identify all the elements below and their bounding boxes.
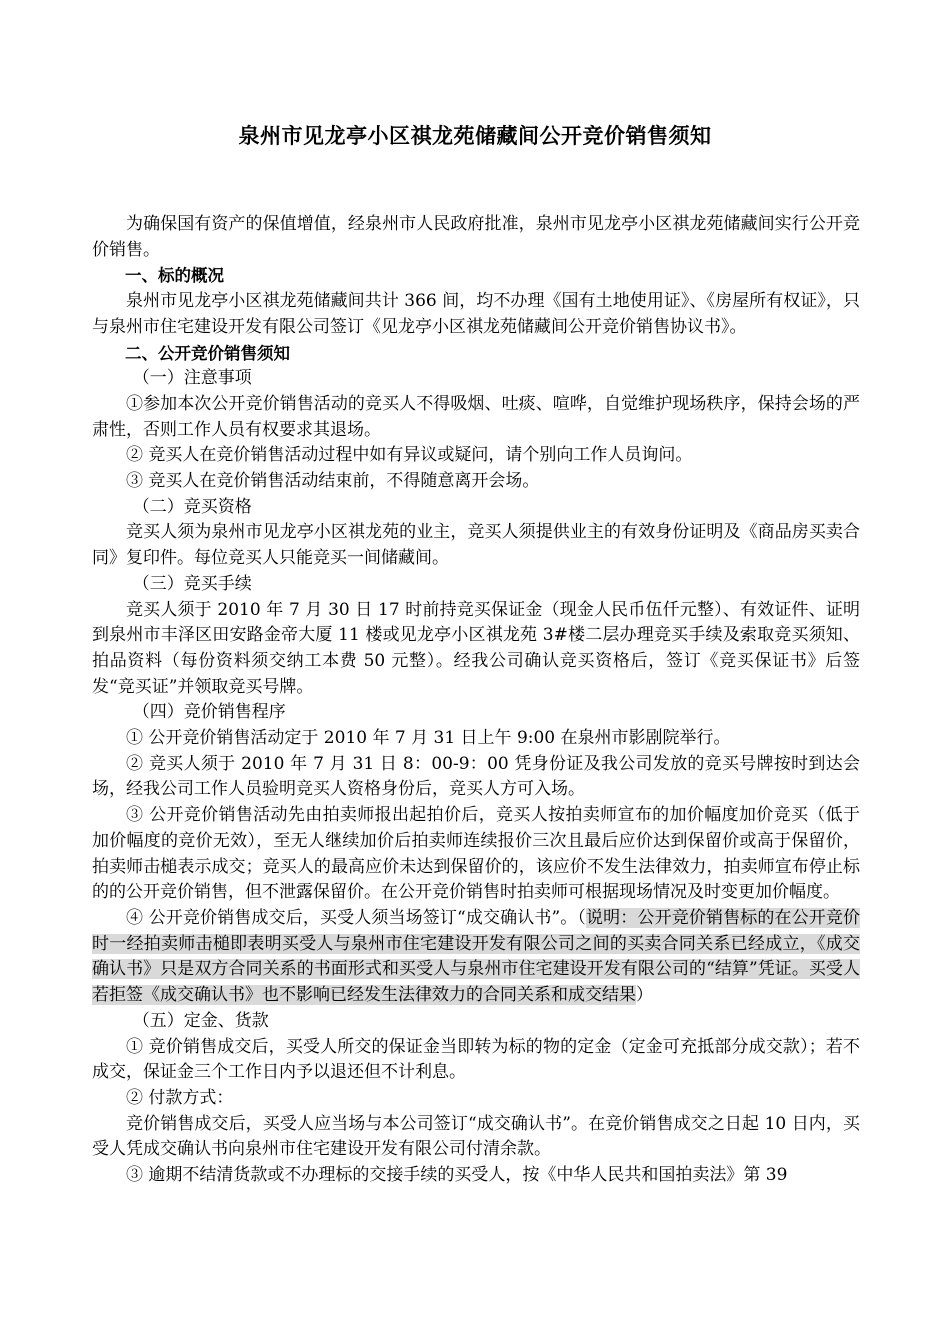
- paragraph-deposit-1: ① 竞价销售成交后，买受人所交的保证金当即转为标的物的定金（定金可充抵部分成交款）；若不成交，保证金三个工作日内予以退还但不计利息。: [92, 1036, 860, 1083]
- paragraph-overview: 泉州市见龙亭小区祺龙苑储藏间共计 366 间，均不办理《国有土地使用证》、《房屋所有权证》，只与泉州市住宅建设开发有限公司签订《见龙亭小区祺龙苑储藏间公开竞价销售协议书》。: [92, 291, 860, 337]
- process-4-lead: ④ 公开竞价销售成交后，买受人须当场签订“成交确认书”。（: [126, 907, 587, 928]
- paragraph-note-2: ② 竞买人在竞价销售活动过程中如有异议或疑问，请个别向工作人员询问。: [126, 445, 693, 466]
- paragraph-procedures: 竞买人须于 2010 年 7 月 30 日 17 时前持竞买保证金（现金人民币伍仟元整）、有效证件、证明到泉州市丰泽区田安路金帝大厦 11 楼或见龙亭小区祺龙苑 3#楼二层办理竞买手续及索取竞买须知、拍品资料（每份资料须交纳工本费 50 元整）。经我公司确认竞买资格后，签订《竞买保证书》后签发“竞买证”并领取竞买号牌。: [92, 599, 860, 697]
- paragraph-process-3: ③ 公开竞价销售活动先由拍卖师报出起拍价后，竞买人按拍卖师宣布的加价幅度加价竞买（低于加价幅度的竞价无效），至无人继续加价后拍卖师连续报价三次且最后应价达到保留价或高于保留价，拍卖师击槌表示成交；竞买人的最高应价未达到保留价的，该应价不发生法律效力，拍卖师宣布停止标的的公开竞价销售，但不泄露保留价。在公开竞价销售时拍卖师可根据现场情况及时变更加价幅度。: [92, 805, 860, 903]
- paragraph-intro: 为确保国有资产的保值增值，经泉州市人民政府批准，泉州市见龙亭小区祺龙苑储藏间实行公开竞价销售。: [92, 214, 860, 260]
- paragraph-process-4: [92, 906, 860, 1009]
- paragraph-qualification: 竞买人须为泉州市见龙亭小区祺龙苑的业主，竞买人须提供业主的有效身份证明及《商品房买卖合同》复印件。每位竞买人只能竞买一间储藏间。: [92, 522, 860, 569]
- section-heading-1: 一、标的概况: [125, 266, 224, 286]
- section-heading-2: 二、公开竞价销售须知: [125, 343, 290, 363]
- paragraph-payment: 竞价销售成交后，买受人应当场与本公司签订“成交确认书”。在竞价销售成交之日起 10 日内，买受人凭成交确认书向泉州市住宅建设开发有限公司付清余款。: [92, 1113, 860, 1160]
- subheading-deposit: （五）定金、货款: [132, 1010, 269, 1031]
- document-title: 泉州市见龙亭小区祺龙苑储藏间公开竞价销售须知: [238, 124, 712, 148]
- subheading-notes: （一）注意事项: [132, 368, 252, 389]
- subheading-sale-process: （四）竞价销售程序: [132, 702, 286, 723]
- paragraph-deposit-3: ③ 逾期不结清货款或不办理标的交接手续的买受人，按《中华人民共和国拍卖法》第 39: [126, 1165, 788, 1186]
- subheading-procedures: （三）竞买手续: [132, 573, 252, 594]
- process-4-close: ）: [636, 985, 653, 1006]
- highlighted-explanation: 说明：公开竞价销售标的在公开竞价时一经拍卖师击槌即表明买受人与泉州市住宅建设开发有限公司之间的买卖合同关系已经成立，《成交确认书》只是双方合同关系的书面形式和买受人与泉州市住宅建设开发有限公司的“结算”凭证。买受人若拒签《成交确认书》也不影响已经发生法律效力的合同关系和成交结果: [92, 907, 860, 1006]
- paragraph-process-1: ① 公开竞价销售活动定于 2010 年 7 月 31 日上午 9:00 在泉州市影剧院举行。: [126, 728, 731, 749]
- paragraph-note-3: ③ 竞买人在竞价销售活动结束前，不得随意离开会场。: [126, 471, 540, 492]
- document-body: [92, 212, 860, 1189]
- paragraph-process-2: ② 竞买人须于 2010 年 7 月 31 日 8：00-9：00 凭身份证及我公司发放的竞买号牌按时到达会场，经我公司工作人员验明竞买人资格身份后，竞买人方可入场。: [92, 753, 860, 800]
- subheading-qualification: （二）竞买资格: [132, 496, 252, 517]
- paragraph-deposit-2: ② 付款方式：: [126, 1087, 234, 1108]
- paragraph-note-1: ①参加本次公开竞价销售活动的竞买人不得吸烟、吐痰、喧哗，自觉维护现场秩序，保持会场的严肃性，否则工作人员有权要求其退场。: [92, 393, 860, 440]
